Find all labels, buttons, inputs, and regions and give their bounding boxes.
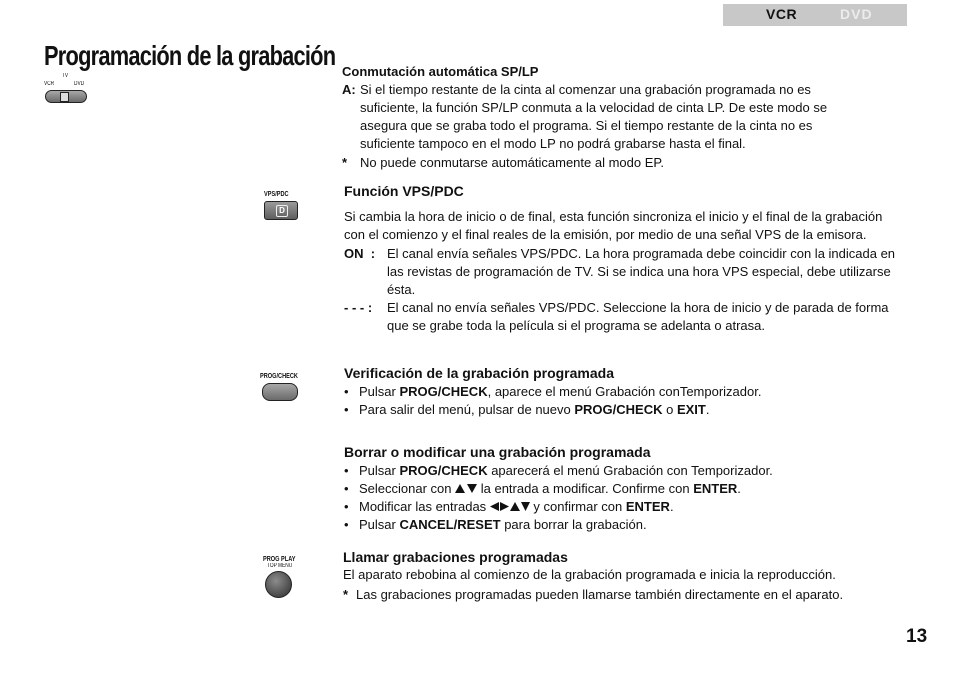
section-sp-lp — [342, 63, 912, 172]
verify-bullet-1: • Pulsar PROG/CHECK, aparece el menú Grabación conTemporizador. — [344, 384, 762, 399]
vps-pdc-button-label: VPS/PDC — [264, 191, 289, 198]
delete-bullet-3: • Modificar las entradas y confirmar con ENTER. — [344, 499, 674, 514]
page-number: 13 — [906, 626, 928, 647]
vps-heading: Función VPS/PDC — [344, 183, 464, 199]
recall-text: El aparato rebobina al comienzo de la grabación programada e inicia la reproducción. — [343, 567, 836, 582]
prog-play-button[interactable] — [265, 571, 292, 598]
page-title: Programación de la grabación — [44, 40, 336, 71]
sp-lp-note: No puede conmutarse automáticamente al modo EP. — [360, 155, 664, 170]
vps-pdc-key-label: D — [276, 205, 288, 217]
delete-bullet-2: • Seleccionar con la entrada a modificar. Confirme con ENTER. — [344, 481, 741, 496]
prog-check-button[interactable] — [262, 383, 298, 401]
four-way-arrows-icon — [490, 501, 530, 512]
section-recall — [343, 549, 908, 604]
delete-bullet-1: • Pulsar PROG/CHECK aparecerá el menú Grabación con Temporizador. — [344, 463, 773, 478]
vps-off-label: - - - : — [344, 300, 373, 315]
section-delete-modify — [344, 444, 909, 534]
sp-lp-answer-label: A: — [342, 82, 356, 97]
header-tab-bar — [723, 4, 907, 26]
switch-dvd-label: DVD — [74, 81, 85, 87]
prog-play-button-label: PROG PLAY — [263, 556, 296, 563]
recall-heading: Llamar grabaciones programadas — [343, 549, 568, 565]
sp-lp-note-mark: * — [342, 155, 348, 170]
delete-heading: Borrar o modificar una grabación programada — [344, 444, 651, 460]
switch-dots-icon — [59, 83, 71, 86]
up-down-arrows-icon — [455, 483, 477, 494]
vps-off-text: El canal no envía señales VPS/PDC. Seleccione la hora de inicio y de parada de forma que se grabe toda la película si el programa se adelanta o atrasa. — [387, 300, 889, 333]
section-verify — [344, 365, 909, 419]
delete-bullet-4: • Pulsar CANCEL/RESET para borrar la grabación. — [344, 517, 647, 532]
sp-lp-heading: Conmutación automática SP/LP — [342, 64, 539, 79]
recall-note: Las grabaciones programadas pueden llamarse también directamente en el aparato. — [356, 587, 844, 602]
section-vps-pdc — [344, 183, 909, 335]
recall-note-mark: * — [343, 587, 349, 602]
switch-vcr-label: VCR — [44, 81, 55, 87]
switch-slider-icon — [45, 90, 87, 103]
verify-bullet-2: • Para salir del menú, pulsar de nuevo PROG/CHECK o EXIT. — [344, 402, 710, 417]
sp-lp-answer-text: Si el tiempo restante de la cinta al comenzar una grabación programada no es suficiente, la función SP/LP conmuta a la velocidad de cinta LP. De este modo se asegura que se graba todo el programa. Si el tiempo restante de la cinta no es suficiente tampoco en el modo LP no podrá grabarse hasta el final. — [360, 82, 828, 151]
verify-heading: Verificación de la grabación programada — [344, 365, 614, 381]
prog-check-button-label: PROG/CHECK — [260, 373, 298, 380]
tab-dvd: DVD — [840, 6, 873, 22]
tv-vcr-dvd-switch-icon — [44, 73, 88, 105]
switch-tv-label: TV — [62, 73, 69, 79]
vps-on-text: El canal envía señales VPS/PDC. La hora programada debe coincidir con la indicada en las revistas de programación de TV. Si se indica una hora VPS especial, debe utilizarse ésta. — [387, 246, 896, 297]
top-menu-label: TOP MENU — [267, 563, 293, 569]
tab-vcr: VCR — [766, 6, 798, 22]
vps-pdc-button[interactable] — [264, 201, 298, 220]
vps-on-label: ON : — [344, 246, 376, 261]
vps-intro: Si cambia la hora de inicio o de final, esta función sincroniza el inicio y el final de la grabación con el comienzo y el final reales de la emisión, por medio de una señal VPS de la emisora. — [344, 209, 883, 242]
